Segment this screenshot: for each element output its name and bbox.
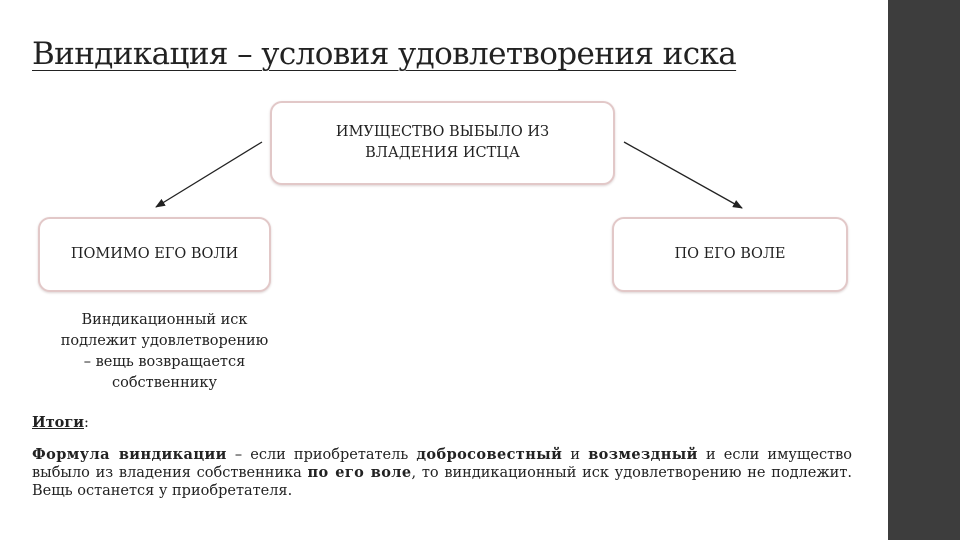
against-will-box [38, 217, 271, 292]
note-line-3: – вещь возвращается [83, 354, 246, 370]
note-line-2: подлежит удовлетворению [60, 333, 269, 349]
arrow-to-right-box [624, 142, 742, 208]
property-left-possession-box [270, 101, 615, 185]
formula-text-1: – если приобретатель [226, 447, 417, 463]
vindication-formula [32, 446, 852, 500]
against-will-label: ПОМИМО ЕГО ВОЛИ [70, 246, 239, 262]
note-line-4: собственнику [111, 375, 218, 391]
formula-bold-3: по его воле [307, 464, 412, 481]
top-box-line-1: ИМУЩЕСТВО ВЫБЫЛО ИЗ [335, 124, 550, 140]
by-will-box [612, 217, 848, 292]
arrow-to-left-box [156, 142, 262, 207]
summary-heading-colon: : [84, 415, 89, 431]
slide-title: Виндикация – условия удовлетворения иска [32, 36, 737, 72]
formula-text-3: и если имущество выбыло из владения собственника [32, 447, 852, 481]
formula-bold-2: возмездный [588, 446, 698, 463]
left-outcome-note [42, 310, 287, 394]
formula-term: Формула виндикации [32, 446, 227, 463]
note-line-1: Виндикационный иск [81, 312, 248, 328]
summary-heading-word: Итоги [32, 414, 84, 431]
right-sidebar-bar [888, 0, 960, 540]
formula-bold-1: добросовестный [416, 446, 563, 463]
formula-text-4: , то виндикационный иск удовлетворению не подлежит. Вещь останется у приобретателя. [32, 465, 852, 499]
summary-heading [32, 414, 89, 431]
top-box-line-2: ВЛАДЕНИЯ ИСТЦА [365, 145, 520, 161]
by-will-label: ПО ЕГО ВОЛЕ [674, 246, 786, 262]
formula-text-2: и [562, 447, 589, 463]
